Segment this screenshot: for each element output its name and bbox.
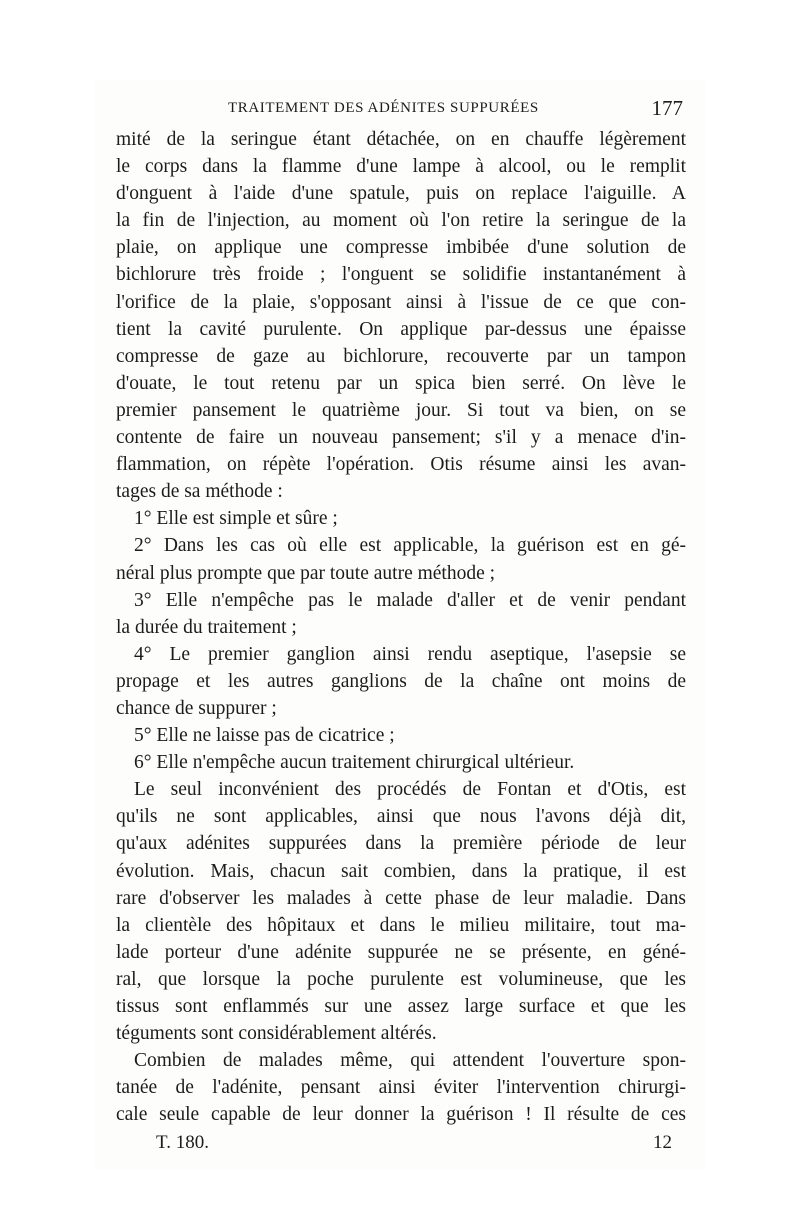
text-line: tient la cavité purulente. On applique par-dessus une épaisse [116, 318, 686, 340]
text-line: néral plus prompte que par toute autre méthode ; [116, 562, 496, 584]
text-line: d'onguent à l'aide d'une spatule, puis on replace l'aiguille. A [116, 183, 686, 205]
text-line: la durée du traitement ; [116, 616, 297, 638]
page-footer [116, 1132, 686, 1162]
list-item: 1° Elle est simple et sûre ; [134, 508, 338, 530]
text-line: téguments sont considérablement altérés. [116, 1023, 437, 1045]
text-line: rare d'observer les malades à cette phase de leur maladie. Dans [116, 887, 686, 909]
printer-signature: T. 180. [156, 1132, 209, 1153]
text-line: l'orifice de la plaie, s'opposant ainsi à l'issue de ce que con- [116, 291, 686, 313]
text-line: tanée de l'adénite, pensant ainsi éviter l'intervention chirurgi- [116, 1077, 686, 1099]
text-line: premier pansement le quatrième jour. Si tout va bien, on se [116, 399, 686, 421]
paragraph-start: Combien de malades même, qui attendent l'ouverture spon- [134, 1050, 686, 1072]
page-number: 177 [651, 96, 683, 120]
sheet-number: 12 [653, 1132, 672, 1153]
body-text [116, 126, 686, 1128]
text-line: tissus sont enflammés sur une assez large surface et que les [116, 996, 686, 1017]
text-line: contente de faire un nouveau pansement; s'il y a menace d'in- [116, 427, 686, 449]
text-line: évolution. Mais, chacun sait combien, dans la pratique, il est [116, 860, 686, 882]
text-line: cale seule capable de leur donner la guérison ! Il résulte de ces [116, 1104, 686, 1126]
list-item: 6° Elle n'empêche aucun traitement chirurgical ultérieur. [134, 752, 575, 774]
page-header [116, 96, 686, 126]
list-item: 5° Elle ne laisse pas de cicatrice ; [134, 725, 395, 747]
list-item: 3° Elle n'empêche pas le malade d'aller et de venir pendant [134, 589, 686, 611]
text-line: la clientèle des hôpitaux et dans le milieu militaire, tout ma- [116, 914, 686, 936]
text-line: la fin de l'injection, au moment où l'on retire la seringue de la [116, 210, 686, 232]
text-line: d'ouate, le tout retenu par un spica bien serré. On lève le [116, 372, 686, 394]
text-line: mité de la seringue étant détachée, on en chauffe légèrement [116, 129, 686, 150]
text-line: qu'ils ne sont applicables, ainsi que nous l'avons déjà dit, [116, 806, 686, 828]
text-line: tages de sa méthode : [116, 481, 283, 503]
text-line: propage et les autres ganglions de la chaîne ont moins de [116, 670, 686, 692]
list-item: 2° Dans les cas où elle est applicable, la guérison est en gé- [134, 535, 686, 557]
text-line: qu'aux adénites suppurées dans la première période de leur [116, 833, 686, 855]
text-line: lade porteur d'une adénite suppurée ne se présente, en géné- [116, 941, 686, 963]
text-line: bichlorure très froide ; l'onguent se solidifie instantanément à [116, 264, 686, 286]
text-line: plaie, on applique une compresse imbibée d'une solution de [116, 237, 686, 259]
paragraph-start: Le seul inconvénient des procédés de Fontan et d'Otis, est [134, 779, 686, 801]
text-line: compresse de gaze au bichlorure, recouverte par un tampon [116, 345, 686, 367]
running-title: TRAITEMENT DES ADÉNITES SUPPURÉES [228, 100, 539, 116]
list-item: 4° Le premier ganglion ainsi rendu aseptique, l'asepsie se [134, 643, 686, 665]
text-line: le corps dans la flamme d'une lampe à alcool, ou le remplit [116, 156, 686, 178]
text-line: ral, que lorsque la poche purulente est volumineuse, que les [116, 968, 686, 990]
text-line: chance de suppurer ; [116, 697, 277, 719]
text-line: flammation, on répète l'opération. Otis résume ainsi les avan- [116, 454, 686, 476]
